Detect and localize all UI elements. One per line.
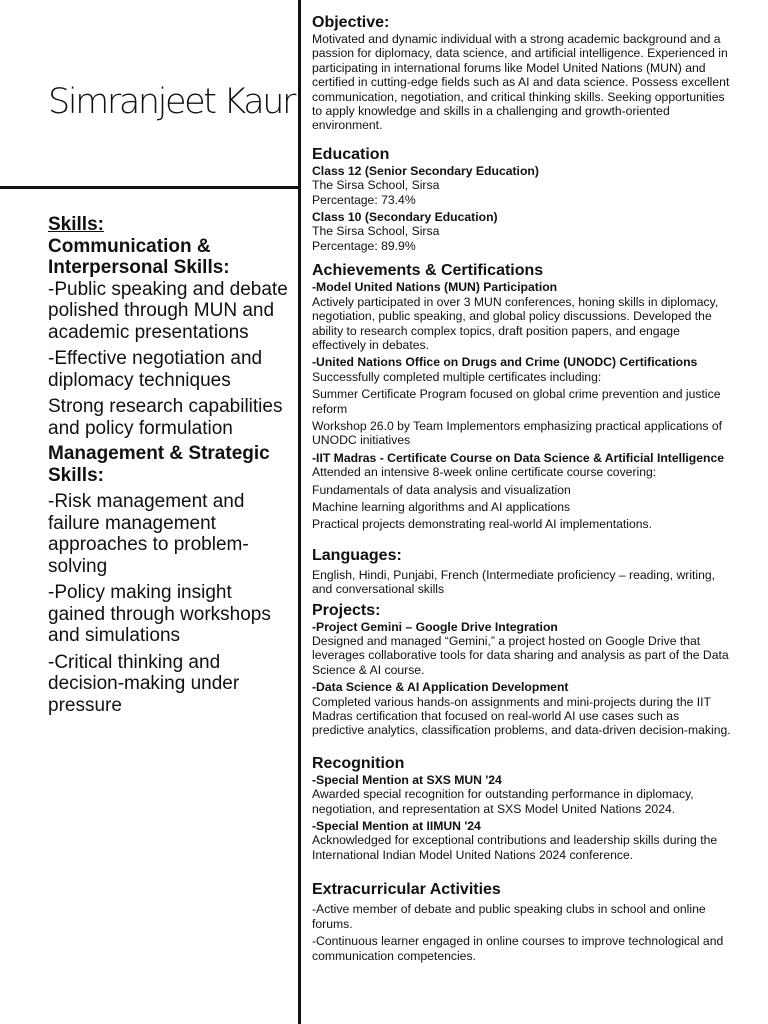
achievement-text: Successfully completed multiple certificates including:	[312, 369, 602, 384]
achievement-title: -United Nations Office on Drugs and Crime (UNODC) Certifications	[312, 355, 698, 370]
recognition-title: -Special Mention at IIMUN '24	[312, 819, 481, 834]
achievement-title: -IIT Madras - Certificate Course on Data Science & Artificial Intelligence	[312, 450, 725, 465]
objective-text: Motivated and dynamic individual with a strong academic background and a passion for diplomacy, data science, and artificial intelligence. Experienced in participating in international forums like Model United Nations (MUN) and certified in cutting-edge fields such as AI and data science. Possess excellent communication, negotiation, and critical thinking skills. Seeking opportunities to apply knowledge and skills in a challenging and growth-oriented environment.	[312, 32, 730, 133]
objective-heading: Objective:	[312, 14, 390, 31]
project-title: -Data Science & AI Application Development	[312, 680, 569, 695]
achievement-item: Summer Certificate Program focused on global crime prevention and justice reform	[312, 387, 721, 416]
main-column	[312, 13, 732, 963]
project-text: Designed and managed “Gemini,” a project hosted on Google Drive that leverages collaborative tools for data sharing and analysis as part of the Data Science & AI course.	[312, 634, 729, 677]
skill-item: -Policy making insight gained through workshops and simulations	[48, 582, 271, 646]
extracurricular-item: -Continuous learner engaged in online courses to improve technological and communication competencies.	[312, 934, 724, 963]
recognition-text: Awarded special recognition for outstanding performance in diplomacy, negotiation, and representation at SXS Model United Nations 2024.	[312, 787, 694, 816]
communication-skills-heading: Communication & Interpersonal Skills:	[48, 235, 230, 278]
languages-text: English, Hindi, Punjabi, French (Intermediate proficiency – reading, writing, and conversational skills	[312, 567, 716, 597]
achievement-item: Fundamentals of data analysis and visualization	[312, 482, 571, 497]
achievement-text: Attended an intensive 8-week online certificate course covering:	[312, 465, 657, 480]
achievement-item: Practical projects demonstrating real-world AI implementations.	[312, 517, 653, 532]
skill-item: Strong research capabilities and policy formulation	[48, 396, 283, 439]
skill-item: -Effective negotiation and diplomacy techniques	[48, 348, 263, 391]
skill-item: -Critical thinking and decision-making under pressure	[48, 651, 240, 716]
education-degree: Class 10 (Secondary Education)	[312, 210, 498, 225]
recognition-heading: Recognition	[312, 754, 405, 772]
project-title: -Project Gemini – Google Drive Integration	[312, 619, 558, 634]
extracurricular-item: -Active member of debate and public speaking clubs in school and online forums.	[312, 902, 706, 931]
recognition-text: Acknowledged for exceptional contributions and leadership skills during the International Indian Model United Nations 2024 conference.	[312, 833, 718, 862]
recognition-title: -Special Mention at SXS MUN '24	[312, 772, 502, 787]
column-divider	[298, 0, 301, 1024]
project-text: Completed various hands-on assignments and mini-projects during the IIT Madras certification that focused on real-world AI use cases such as predictive analytics, classification problems, and data-driven decision-making.	[312, 694, 731, 738]
skills-column	[48, 214, 288, 716]
projects-heading: Projects:	[312, 601, 381, 619]
education-school: The Sirsa School, Sirsa	[312, 224, 440, 239]
name-divider	[0, 186, 300, 189]
education-degree: Class 12 (Senior Secondary Education)	[312, 163, 539, 178]
management-skills-heading: Management & Strategic Skills:	[48, 443, 270, 486]
extracurricular-heading: Extracurricular Activities	[312, 881, 501, 899]
achievement-item: Machine learning algorithms and AI applications	[312, 499, 571, 514]
education-heading: Education	[312, 145, 390, 163]
education-school: The Sirsa School, Sirsa	[312, 178, 440, 193]
education-score: Percentage: 89.9%	[312, 238, 416, 253]
skills-heading: Skills:	[48, 214, 104, 235]
achievements-heading: Achievements & Certifications	[312, 262, 544, 280]
education-score: Percentage: 73.4%	[312, 192, 416, 207]
achievement-text: Actively participated in over 3 MUN conferences, honing skills in diplomacy, negotiation, public speaking, and global policy discussions. Developed the ability to research complex topics, draft position papers, and engage effectively in debates.	[312, 294, 719, 352]
skill-item: -Public speaking and debate polished through MUN and academic presentations	[48, 278, 288, 343]
candidate-name: Simranjeet Kaur	[48, 82, 295, 122]
achievement-title: -Model United Nations (MUN) Participation	[312, 280, 558, 295]
achievement-item: Workshop 26.0 by Team Implementors emphasizing practical applications of UNODC initiatives	[312, 418, 723, 448]
languages-heading: Languages:	[312, 546, 402, 564]
skill-item: -Risk management and failure management approaches to problem-solving	[48, 491, 249, 577]
